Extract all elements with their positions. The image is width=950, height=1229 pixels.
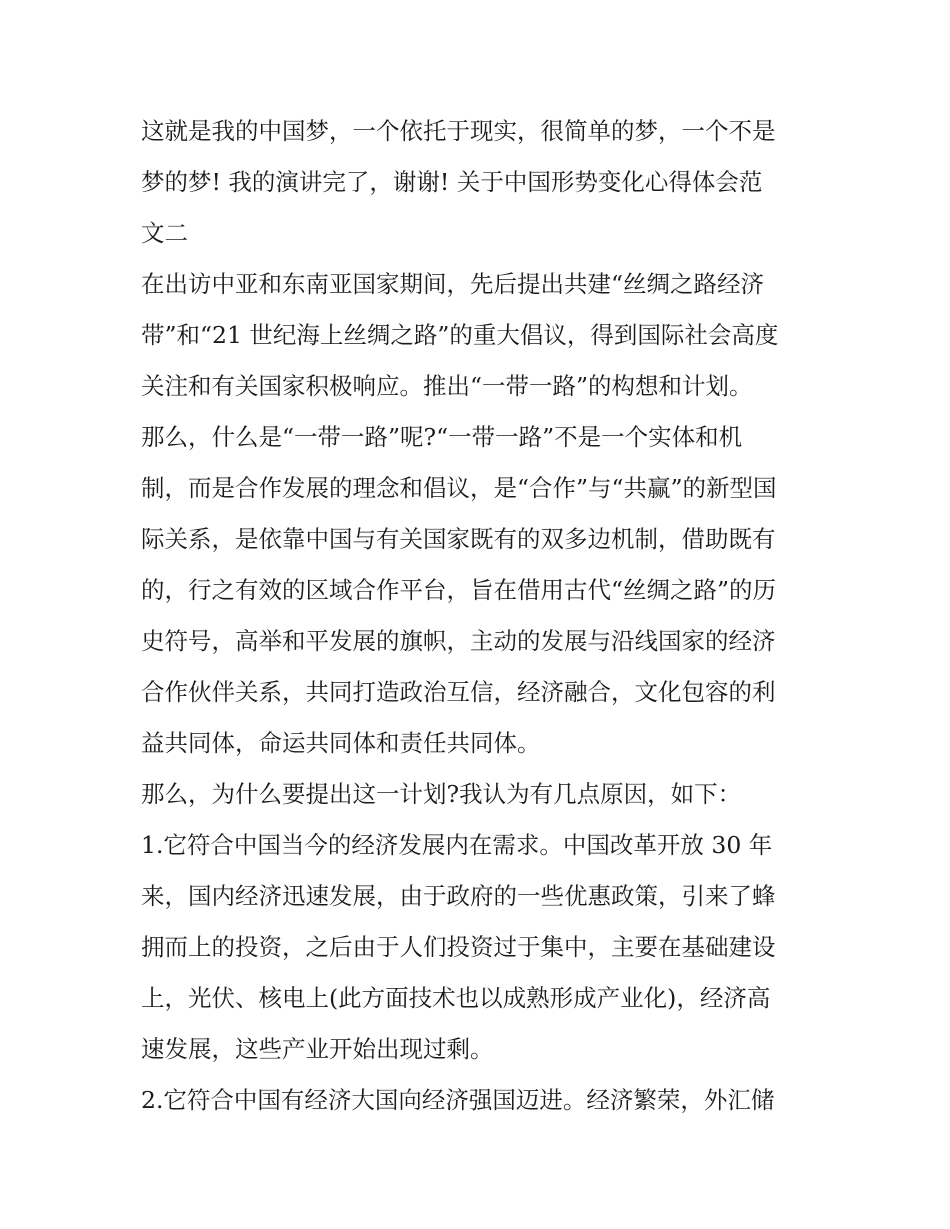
text-line: 的，行之有效的区域合作平台，旨在借用古代“丝绸之路”的历 <box>141 576 777 604</box>
text-line: 益共同体，命运共同体和责任共同体。 <box>141 729 541 757</box>
text-line: 文二 <box>141 219 188 247</box>
text-line: 2.它符合中国有经济大国向经济强国迈进。经济繁荣，外汇储 <box>141 1086 775 1114</box>
text-line: 梦的梦! 我的演讲完了，谢谢! 关于中国形势变化心得体会范 <box>141 168 763 196</box>
text-line: 史符号，高举和平发展的旗帜，主动的发展与沿线国家的经济 <box>141 627 776 655</box>
text-line: 速发展，这些产业开始出现过剩。 <box>141 1035 494 1063</box>
text-line: 上，光伏、核电上(此方面技术也以成熟形成产业化)，经济高 <box>141 984 771 1012</box>
text-line: 在出访中亚和东南亚国家期间，先后提出共建“丝绸之路经济 <box>141 270 765 298</box>
document-body <box>141 106 821 1126</box>
text-line: 1.它符合中国当今的经济发展内在需求。中国改革开放 30 年 <box>141 831 773 859</box>
text-line: 际关系，是依靠中国与有关国家既有的双多边机制，借助既有 <box>141 525 776 553</box>
text-line: 来，国内经济迅速发展，由于政府的一些优惠政策，引来了蜂 <box>141 882 776 910</box>
text-line: 这就是我的中国梦，一个依托于现实，很简单的梦，一个不是 <box>141 117 776 145</box>
text-line: 合作伙伴关系，共同打造政治互信，经济融合，文化包容的利 <box>141 678 776 706</box>
text-line: 拥而上的投资，之后由于人们投资过于集中，主要在基础建设 <box>141 933 776 961</box>
text-line: 那么，什么是“一带一路”呢?“一带一路”不是一个实体和机 <box>141 423 743 451</box>
text-line: 带”和“21 世纪海上丝绸之路”的重大倡议，得到国际社会高度 <box>141 321 779 349</box>
text-line: 制，而是合作发展的理念和倡议，是“合作”与“共赢”的新型国 <box>141 474 777 502</box>
text-line: 那么，为什么要提出这一计划?我认为有几点原因，如下： <box>141 780 742 808</box>
text-line: 关注和有关国家积极响应。推出“一带一路”的构想和计划。 <box>141 372 753 400</box>
